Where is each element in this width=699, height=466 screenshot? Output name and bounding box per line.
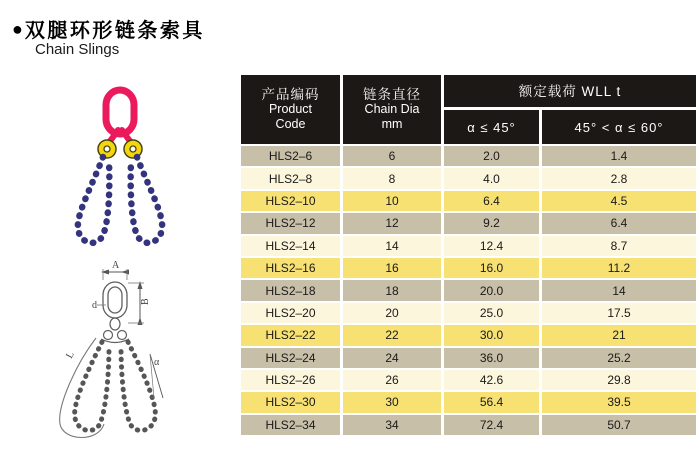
cell-wll-60: 17.5 — [542, 303, 696, 323]
cell-chain-dia: 10 — [343, 191, 441, 211]
header-product-code — [241, 75, 340, 144]
header-angle-60-label: 45° < α ≤ 60° — [574, 119, 664, 135]
label-a: A — [112, 260, 120, 271]
header-angle-45 — [444, 110, 539, 144]
label-alpha: α — [154, 357, 160, 368]
cell-wll-60: 39.5 — [542, 392, 696, 412]
cell-wll-45: 16.0 — [444, 258, 539, 278]
chain-sling-line-drawing — [52, 258, 187, 458]
cell-wll-45: 42.6 — [444, 370, 539, 390]
cell-wll-60: 14 — [542, 280, 696, 300]
cell-product-code: HLS2–16 — [241, 258, 340, 278]
cell-chain-dia: 16 — [343, 258, 441, 278]
cell-product-code: HLS2–22 — [241, 325, 340, 345]
label-l: L — [64, 349, 77, 361]
sketch-connector — [101, 318, 129, 343]
master-link — [106, 90, 134, 146]
table-row — [241, 392, 696, 412]
cell-product-code: HLS2–24 — [241, 348, 340, 368]
cell-product-code: HLS2–26 — [241, 370, 340, 390]
cell-chain-dia: 20 — [343, 303, 441, 323]
cell-chain-dia: 8 — [343, 168, 441, 188]
header-angle-60 — [542, 110, 696, 144]
cell-chain-dia: 22 — [343, 325, 441, 345]
sketch-chain-loop — [75, 342, 156, 430]
cell-product-code: HLS2–20 — [241, 303, 340, 323]
cell-wll-45: 72.4 — [444, 415, 539, 435]
table-row — [241, 213, 696, 233]
title-chinese: 双腿环形链条索具 — [24, 20, 205, 42]
cell-product-code: HLS2–8 — [241, 168, 340, 188]
label-b: B — [140, 298, 151, 305]
cell-wll-60: 29.8 — [542, 370, 696, 390]
table-row — [241, 370, 696, 390]
chain-loop — [78, 157, 162, 243]
chain-sling-illustration — [60, 86, 175, 254]
cell-product-code: HLS2–14 — [241, 236, 340, 256]
cell-wll-45: 4.0 — [444, 168, 539, 188]
cell-wll-60: 2.8 — [542, 168, 696, 188]
cell-chain-dia: 30 — [343, 392, 441, 412]
table-row — [241, 348, 696, 368]
cell-wll-45: 30.0 — [444, 325, 539, 345]
table-row — [241, 236, 696, 256]
cell-chain-dia: 14 — [343, 236, 441, 256]
cell-wll-45: 36.0 — [444, 348, 539, 368]
table-header — [241, 75, 696, 144]
cell-product-code: HLS2–30 — [241, 392, 340, 412]
cell-wll-45: 9.2 — [444, 213, 539, 233]
cell-wll-45: 25.0 — [444, 303, 539, 323]
cell-wll-60: 11.2 — [542, 258, 696, 278]
cell-chain-dia: 12 — [343, 213, 441, 233]
header-wll — [444, 75, 696, 107]
cell-product-code: HLS2–18 — [241, 280, 340, 300]
cell-wll-45: 12.4 — [444, 236, 539, 256]
cell-chain-dia: 26 — [343, 370, 441, 390]
header-dia-cn: 链条直径 — [363, 87, 421, 102]
bullet-icon: ● — [12, 18, 23, 39]
table-row — [241, 303, 696, 323]
table-row — [241, 146, 696, 166]
cell-chain-dia: 34 — [343, 415, 441, 435]
table-body — [241, 146, 696, 435]
dimension-b — [128, 283, 151, 323]
cell-wll-45: 20.0 — [444, 280, 539, 300]
table-row — [241, 168, 696, 188]
cell-product-code: HLS2–10 — [241, 191, 340, 211]
dimension-a — [103, 260, 127, 280]
page-title — [12, 14, 205, 43]
cell-wll-60: 25.2 — [542, 348, 696, 368]
sketch-master-link — [103, 282, 127, 318]
header-product-cn: 产品编码 — [261, 87, 320, 102]
header-angle-45-label: α ≤ 45° — [467, 119, 516, 135]
cell-product-code: HLS2–6 — [241, 146, 340, 166]
header-product-en1: Product — [268, 102, 313, 116]
table-row — [241, 325, 696, 345]
cell-chain-dia: 18 — [343, 280, 441, 300]
cell-product-code: HLS2–12 — [241, 213, 340, 233]
table-row — [241, 415, 696, 435]
cell-wll-60: 1.4 — [542, 146, 696, 166]
table-row — [241, 280, 696, 300]
header-dia-en: Chain Dia — [364, 102, 420, 116]
cell-wll-45: 56.4 — [444, 392, 539, 412]
header-dia-unit: mm — [381, 117, 403, 131]
header-chain-dia — [343, 75, 441, 144]
title-english: Chain Slings — [35, 41, 120, 58]
cell-wll-60: 50.7 — [542, 415, 696, 435]
cell-wll-60: 4.5 — [542, 191, 696, 211]
cell-chain-dia: 24 — [343, 348, 441, 368]
cell-chain-dia: 6 — [343, 146, 441, 166]
header-wll-label: 额定载荷 WLL t — [518, 83, 622, 99]
cell-wll-60: 8.7 — [542, 236, 696, 256]
header-product-en2: Code — [275, 117, 306, 131]
cell-wll-45: 6.4 — [444, 191, 539, 211]
cell-wll-45: 2.0 — [444, 146, 539, 166]
cell-product-code: HLS2–34 — [241, 415, 340, 435]
label-d: d — [92, 300, 97, 311]
cell-wll-60: 6.4 — [542, 213, 696, 233]
cell-wll-60: 21 — [542, 325, 696, 345]
spec-table — [241, 75, 696, 437]
table-row — [241, 258, 696, 278]
table-row — [241, 191, 696, 211]
